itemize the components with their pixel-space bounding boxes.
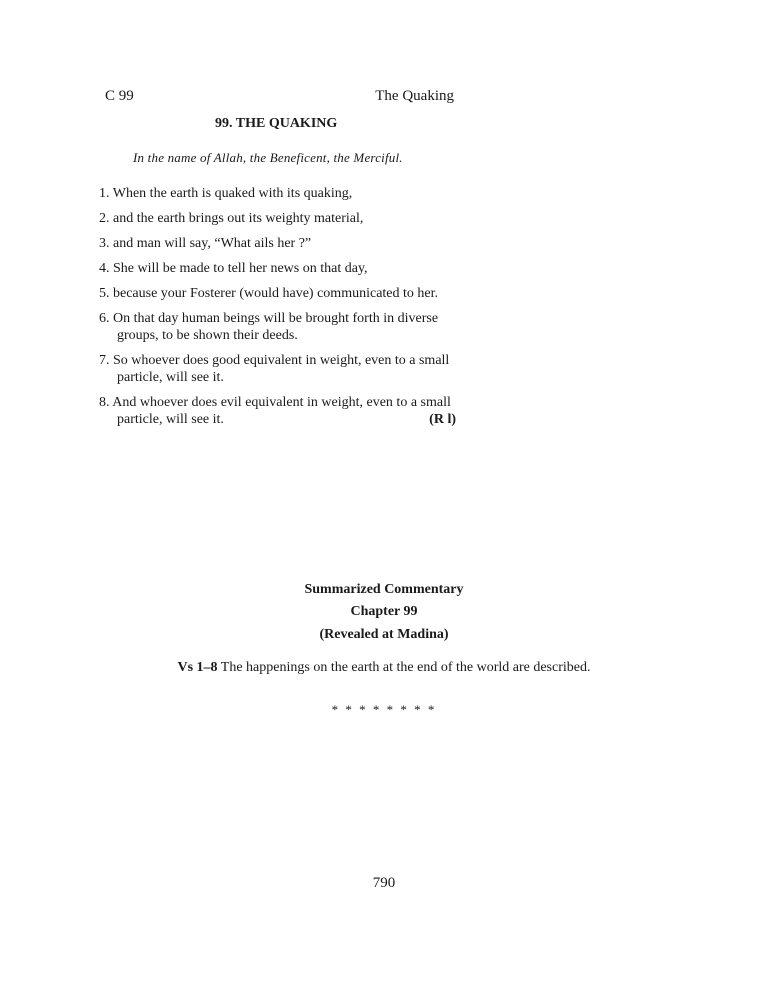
running-title: The Quaking	[375, 88, 454, 104]
verse-4	[99, 260, 459, 277]
verse-8	[99, 394, 459, 428]
verse-3	[99, 235, 459, 252]
verse-text: 1. When the earth is quaked with its quaking,	[99, 186, 353, 201]
verse-text: 2. and the earth brings out its weighty material,	[99, 211, 364, 226]
chapter-code: C 99	[105, 88, 134, 104]
verse-text: 7. So whoever does good equivalent in weight, even to a small	[99, 353, 450, 368]
verse-5	[99, 285, 459, 302]
ruku-mark: (R l)	[429, 412, 456, 427]
invocation: In the name of Allah, the Beneficent, the Merciful.	[133, 150, 403, 165]
verse-text: 8. And whoever does evil equivalent in weight, even to a small	[99, 395, 451, 410]
verse-continuation-with-mark	[99, 411, 459, 428]
verse-text: 5. because your Fosterer (would have) communicated to her.	[99, 286, 439, 301]
verse-list	[99, 185, 459, 436]
verse-text: particle, will see it.	[117, 412, 224, 427]
verse-2	[99, 210, 459, 227]
commentary-summary	[0, 660, 768, 676]
verse-continuation: groups, to be shown their deeds.	[117, 328, 298, 343]
verse-1	[99, 185, 459, 202]
verse-text: 4. She will be made to tell her news on that day,	[99, 261, 368, 276]
page-number: 790	[372, 875, 396, 891]
commentary-heading: Summarized Commentary	[304, 582, 464, 597]
commentary-revealed: (Revealed at Madina)	[319, 627, 449, 642]
verse-6	[99, 310, 459, 344]
summary-text: The happenings on the earth at the end of the world are described.	[217, 660, 591, 675]
verse-continuation: particle, will see it.	[117, 370, 224, 385]
verse-text: 3. and man will say, “What ails her ?”	[99, 236, 312, 251]
commentary-chapter: Chapter 99	[350, 604, 418, 619]
verse-7	[99, 352, 459, 386]
verse-reference: Vs 1–8	[177, 660, 218, 675]
chapter-title: 99. THE QUAKING	[215, 116, 338, 131]
section-separator: * * * * * * * *	[331, 702, 437, 717]
verse-text: 6. On that day human beings will be brought forth in diverse	[99, 311, 439, 326]
